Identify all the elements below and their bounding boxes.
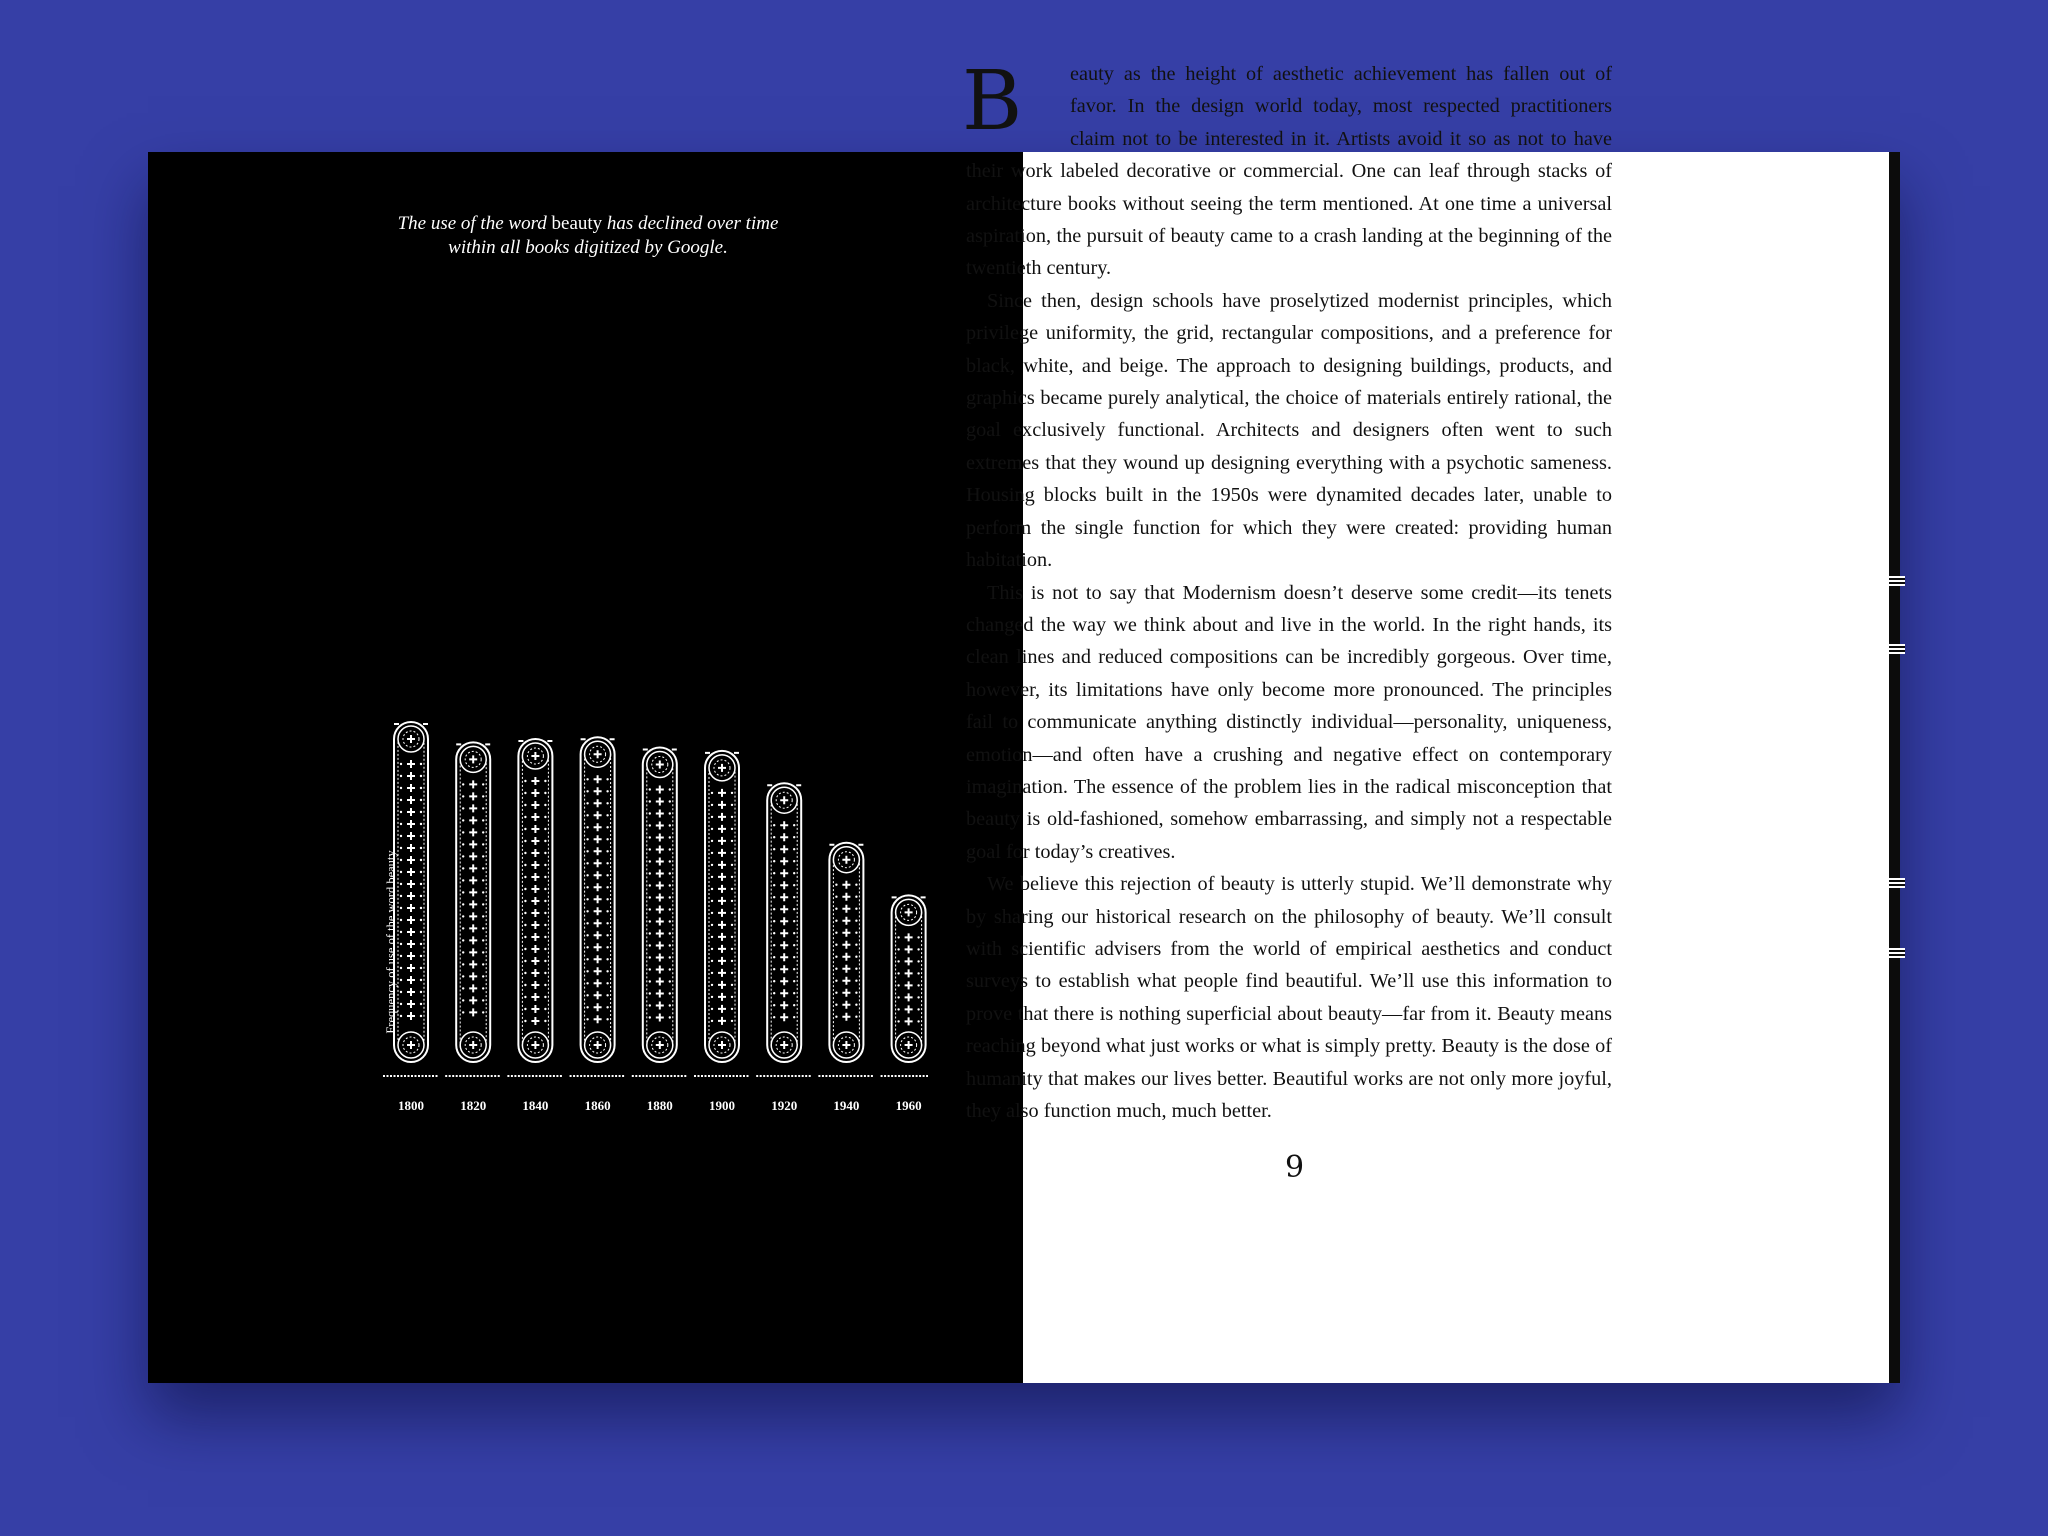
article-paragraph: [962, 54, 1612, 285]
bar: [892, 895, 926, 1062]
x-tick-label: 1960: [895, 1098, 922, 1113]
article-paragraph-text: eauty as the height of aesthetic achievement has fallen out of favor. In the design world today, most respected practitioners claim not to be interested in it. Artists avoid it so as not to have their work labeled decorative or commercial. One can leaf through stacks of architecture books without seeing the term mentioned. At one time a universal aspiration, the pursuit of beauty came to a crash landing at the beginning of the twentieth century.: [966, 63, 1612, 280]
chart-title-post: has declined over time: [606, 213, 779, 234]
bar-chart: [208, 552, 928, 1132]
x-tick-label: 1920: [771, 1098, 798, 1113]
y-axis-label: Frequency of use of the word beauty: [384, 850, 398, 1034]
left-page: [148, 152, 1023, 1383]
chart-title: [368, 212, 808, 260]
bar: [829, 843, 863, 1062]
page-number: 9: [1285, 1150, 1305, 1185]
drop-cap: B: [962, 54, 1023, 149]
chart-title-line2: within all books digitized by Google.: [448, 237, 728, 258]
x-tick-label: 1820: [460, 1098, 487, 1113]
bar: [705, 751, 739, 1062]
bar: [767, 783, 801, 1062]
bar: [518, 739, 552, 1062]
chart-title-pre: The use of the word: [397, 213, 547, 234]
bar: [456, 742, 490, 1062]
x-tick-label: 1940: [833, 1098, 860, 1113]
page-edge-mark: [1889, 948, 1905, 958]
chart-title-word: beauty: [551, 213, 603, 234]
page-edge-mark: [1889, 644, 1905, 654]
article-body: [962, 54, 1612, 1127]
page-edge-mark: [1889, 576, 1905, 586]
x-tick-label: 1860: [584, 1098, 611, 1113]
x-tick-label: 1900: [709, 1098, 735, 1113]
x-tick-label: 1800: [398, 1098, 424, 1113]
bar: [581, 737, 615, 1062]
page-edge-mark: [1889, 878, 1905, 888]
article-paragraph: We believe this rejection of beauty is utterly stupid. We’ll demonstrate why by sharing our historical research on the philosophy of beauty. We’ll consult with scientific advisers from the world of empirical aesthetics and conduct surveys to establish what people find beautiful. We’ll use this information to prove that there is nothing superficial about beauty—far from it. Beauty means reaching beyond what just works or what is simply pretty. Beauty is the dose of humanity that makes our lives better. Beautiful works are not only more joyful, they also function much, much better.: [966, 873, 1612, 1122]
bar: [394, 722, 428, 1062]
x-tick-label: 1880: [646, 1098, 673, 1113]
page-edge: [1889, 152, 1900, 1383]
article-paragraph: This is not to say that Modernism doesn’t deserve some credit—its tenets changed the way we think about and live in the world. In the right hands, its clean lines and reduced compositions can be incredibly gorgeous. Over time, however, its limitations have only become more pronounced. The principles fail to communicate anything distinctly individual—personality, uniqueness, emotion—and often have a crushing and negative effect on contemporary imagination. The essence of the problem lies in the radical misconception that beauty is old-fashioned, somehow embarrassing, and simply not a respectable goal for today’s creatives.: [966, 581, 1612, 863]
article-paragraph: Since then, design schools have proselytized modernist principles, which privilege uniformity, the grid, rectangular compositions, and a preference for black, white, and beige. The approach to designing buildings, products, and graphics became purely analytical, the choice of materials entirely rational, the goal exclusively functional. Architects and designers often went to such extremes that they wound up designing everything with a psychotic sameness. Housing blocks built in the 1950s were dynamited decades later, unable to perform the single function for which they were created: providing human habitation.: [966, 289, 1612, 572]
bar: [643, 748, 677, 1063]
x-tick-label: 1840: [522, 1098, 549, 1113]
